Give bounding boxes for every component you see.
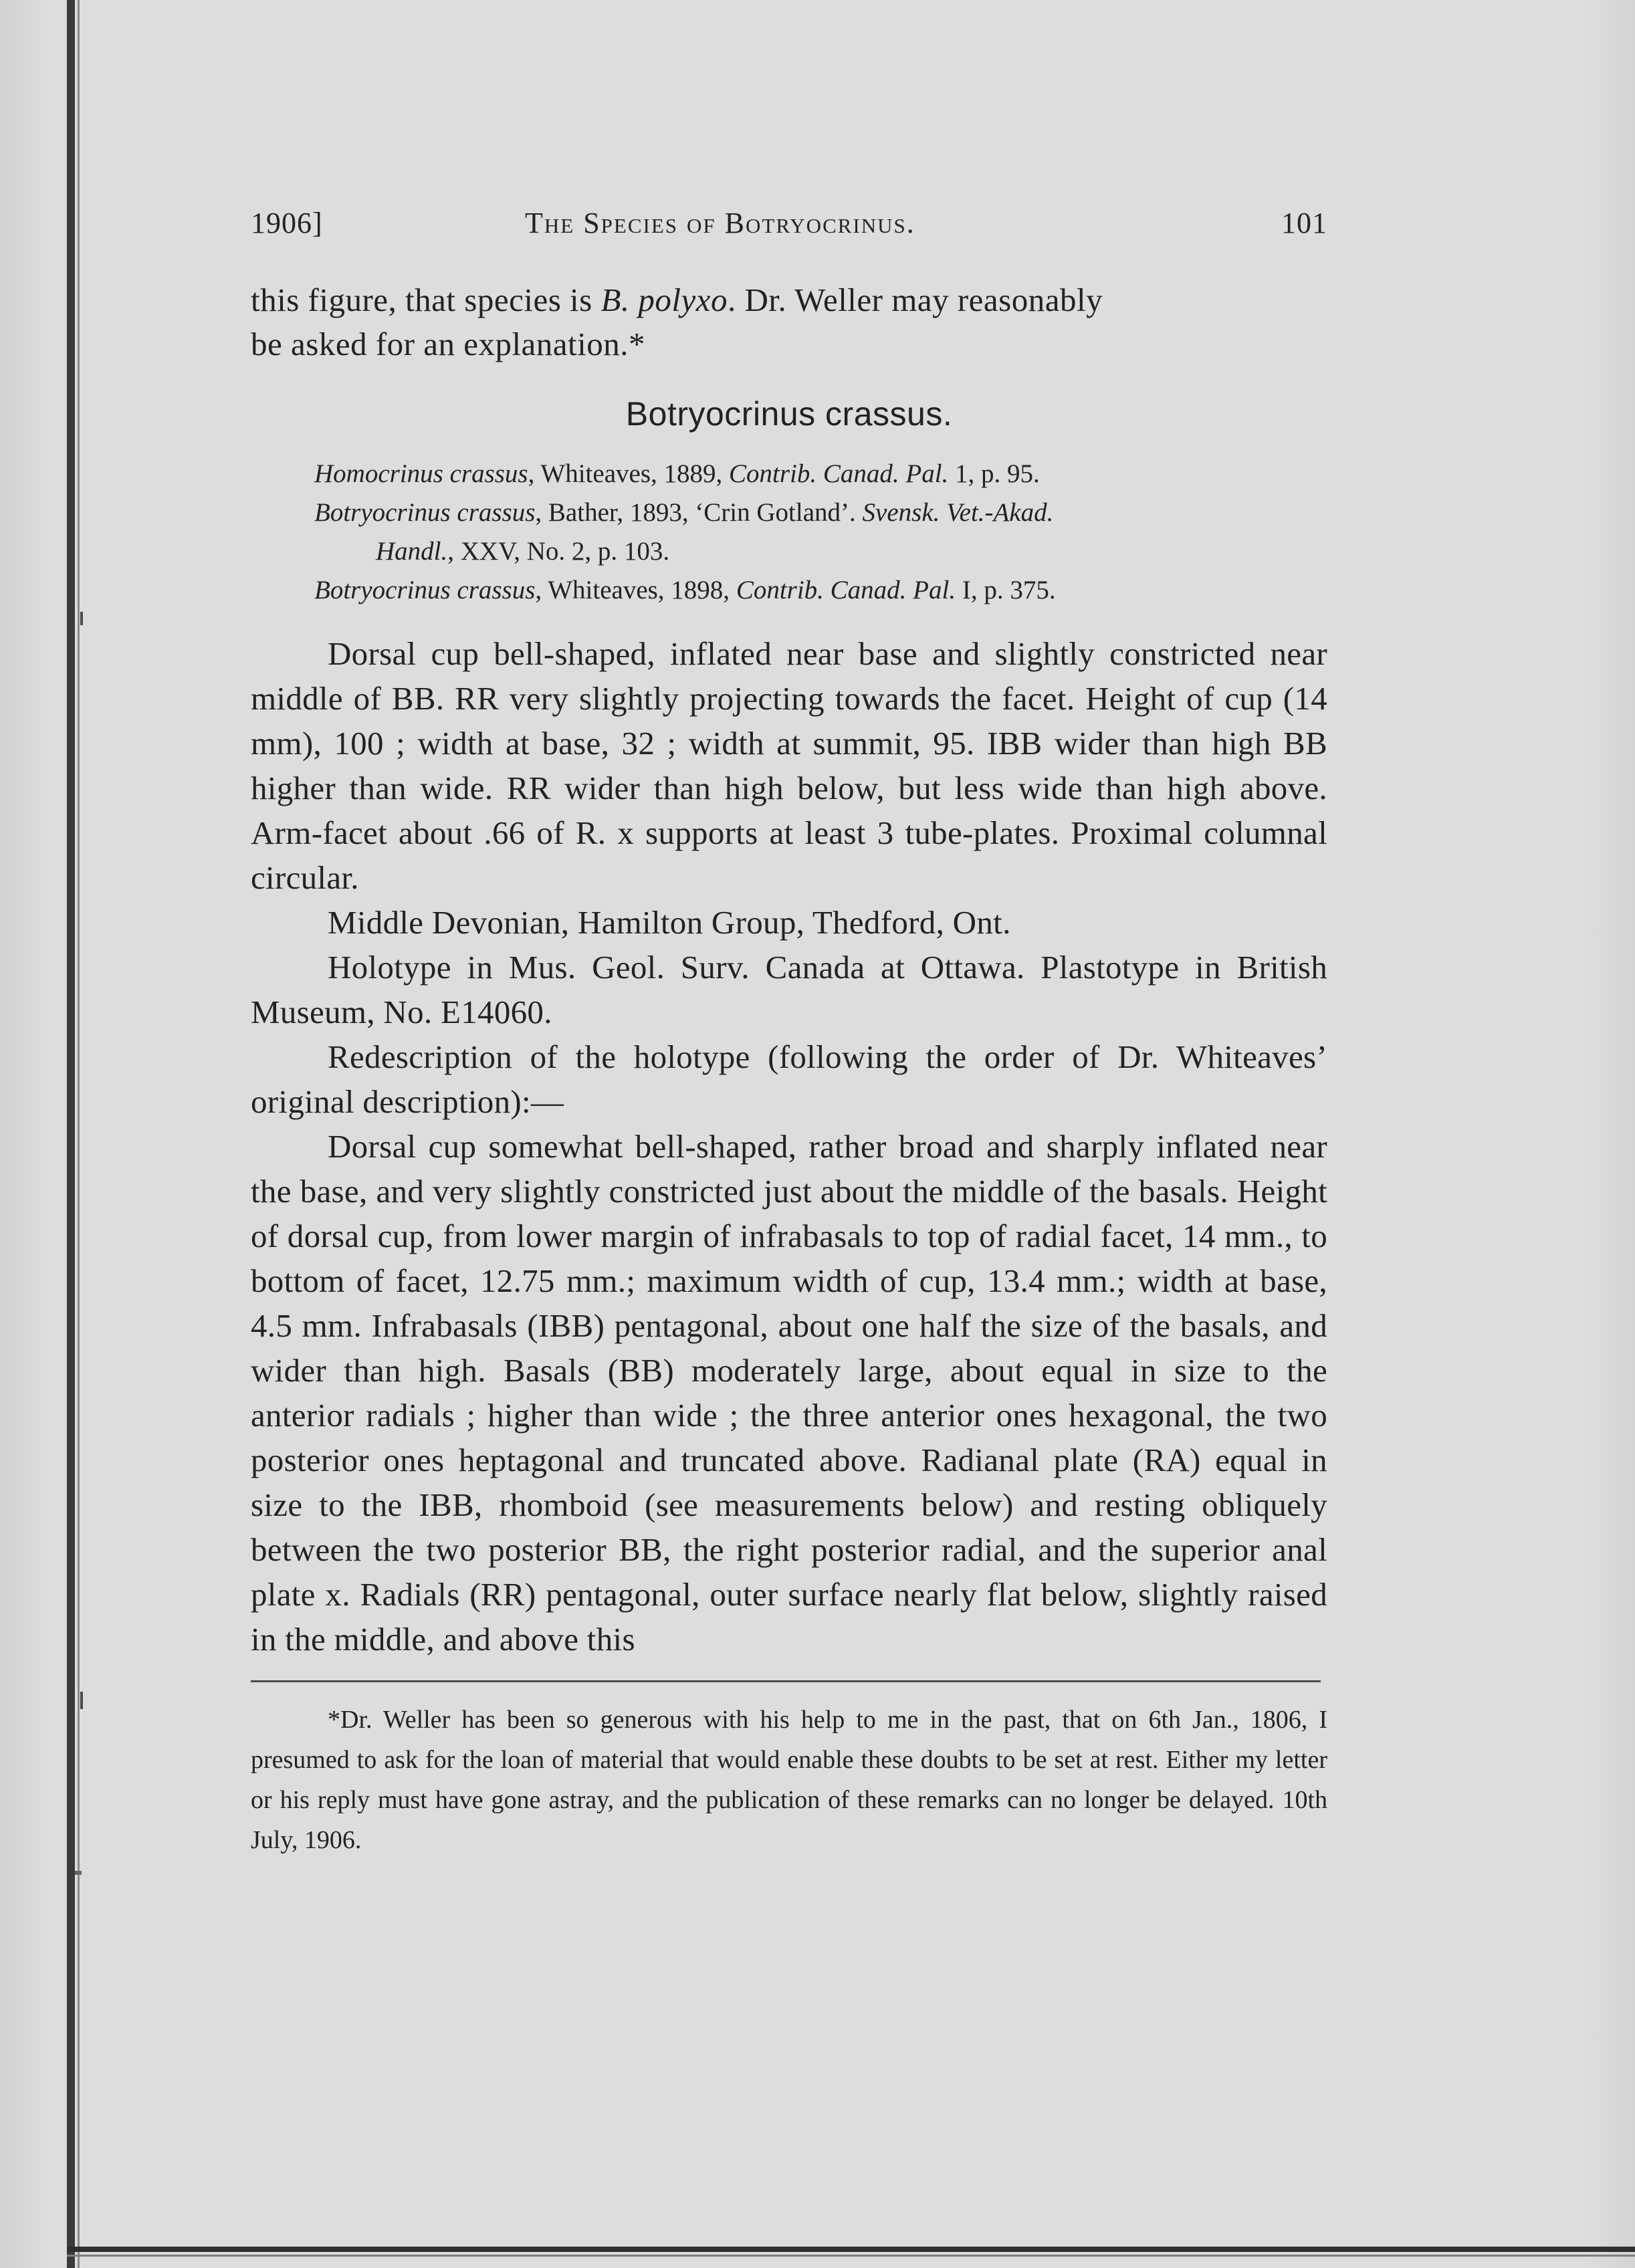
- reference-source: Contrib. Canad. Pal.: [736, 576, 956, 604]
- intro-text-start: this figure, that species is: [251, 281, 601, 318]
- reference-source: Handl.: [376, 537, 448, 566]
- intro-second-line: be asked for an explanation.*: [251, 326, 646, 362]
- reference-source: Contrib. Canad. Pal.: [729, 459, 949, 488]
- reference-taxon: Botryocrinus crassus: [314, 576, 536, 604]
- page-content: [251, 194, 1327, 1860]
- reference-page: 1, p. 95.: [948, 459, 1040, 488]
- reference-page: , XXV, No. 2, p. 103.: [447, 537, 670, 566]
- page-bottom-rule: [67, 2247, 1635, 2252]
- running-header: [251, 194, 1327, 247]
- footnote-rule: [251, 1680, 1321, 1682]
- species-name: B. polyxo: [601, 281, 728, 318]
- footnote: *Dr. Weller has been so generous with his help to me in the past, that on 6th Jan., 1806, I presumed to ask for the loan of material that would enable these doubts to be set at rest. Either my letter or his reply must have gone astray, and the publication of these remarks can no longer be delayed. 10th July, 1906.: [251, 1706, 1327, 1854]
- redescription-paragraph: Dorsal cup somewhat bell-shaped, rather broad and sharply inflated near the base, and very slightly constricted just about the middle of the basals. Height of dorsal cup, from lower margin of infrabasals to top of radial facet, 14 mm., to bottom of facet, 12.75 mm.; maximum width of cup, 13.4 mm.; width at base, 4.5 mm. Infrabasals (IBB) pentagonal, about one half the size of the basals, and wider than high. Basals (BB) moderately large, about equal in size to the anterior radials ; higher than wide ; the three anterior ones hexagonal, the two posterior ones heptagonal and truncated above. Radianal plate (RA) equal in size to the IBB, rhomboid (see measurements below) and resting obliquely between the two posterior BB, the right posterior radial, and the superior anal plate x. Radials (RR) pentagonal, outer surface nearly flat below, slightly raised in the middle, and above this: [251, 1128, 1327, 1658]
- header-year: 1906]: [251, 207, 323, 239]
- header-title: The Species of Botryocrinus.: [525, 207, 915, 239]
- diagnosis-paragraph: Dorsal cup bell-shaped, inflated near base and slightly constricted near middle of BB. RR very slightly projecting towards the facet. Height of cup (14 mm), 100 ; width at base, 32 ; width at summit, 95. IBB wider than high BB higher than wide. RR wider than high below, but less wide than high above. Arm-facet about .66 of R. x supports at least 3 tube-plates. Proximal columnal circular.: [251, 635, 1327, 896]
- horizon-locality-paragraph: Middle Devonian, Hamilton Group, Thedford, Ont.: [328, 904, 1011, 941]
- species-description: [251, 631, 1327, 1662]
- page-number: 101: [1281, 207, 1327, 239]
- intro-paragraph: [251, 278, 1327, 366]
- reference-page: I, p. 375.: [956, 576, 1056, 604]
- margin-mark: [80, 1692, 83, 1709]
- reference-author-year: , Whiteaves, 1898,: [535, 576, 736, 604]
- reference-continuation: [376, 532, 1307, 571]
- reference-author-year: , Bather, 1893, ‘Crin Gotland’.: [535, 498, 863, 527]
- type-specimen-paragraph: Holotype in Mus. Geol. Surv. Canada at Ottawa. Plastotype in British Museum, No. E14060.: [251, 949, 1327, 1030]
- reference-taxon: Homocrinus crassus: [314, 459, 528, 488]
- binding-edge-rule: [67, 0, 75, 2268]
- intro-text-end: . Dr. Weller may reasonably: [728, 281, 1103, 318]
- margin-mark: [80, 612, 83, 625]
- margin-mark: [75, 1871, 82, 1875]
- page-bottom-inner-rule: [67, 2255, 1635, 2257]
- reference-author-year: , Whiteaves, 1889,: [528, 459, 729, 488]
- reference-entry: [314, 455, 1307, 493]
- reference-entry: [314, 493, 1307, 532]
- reference-taxon: Botryocrinus crassus: [314, 498, 536, 527]
- redescription-intro-paragraph: Redescription of the holotype (following the order of Dr. Whiteaves’ original description):—: [251, 1038, 1327, 1120]
- binding-edge-inner-rule: [78, 0, 80, 2268]
- reference-entry: [314, 571, 1307, 610]
- section-title: Botryocrinus crassus.: [625, 395, 953, 433]
- reference-source: Svensk. Vet.-Akad.: [862, 498, 1054, 527]
- synonymy-references: [314, 455, 1307, 610]
